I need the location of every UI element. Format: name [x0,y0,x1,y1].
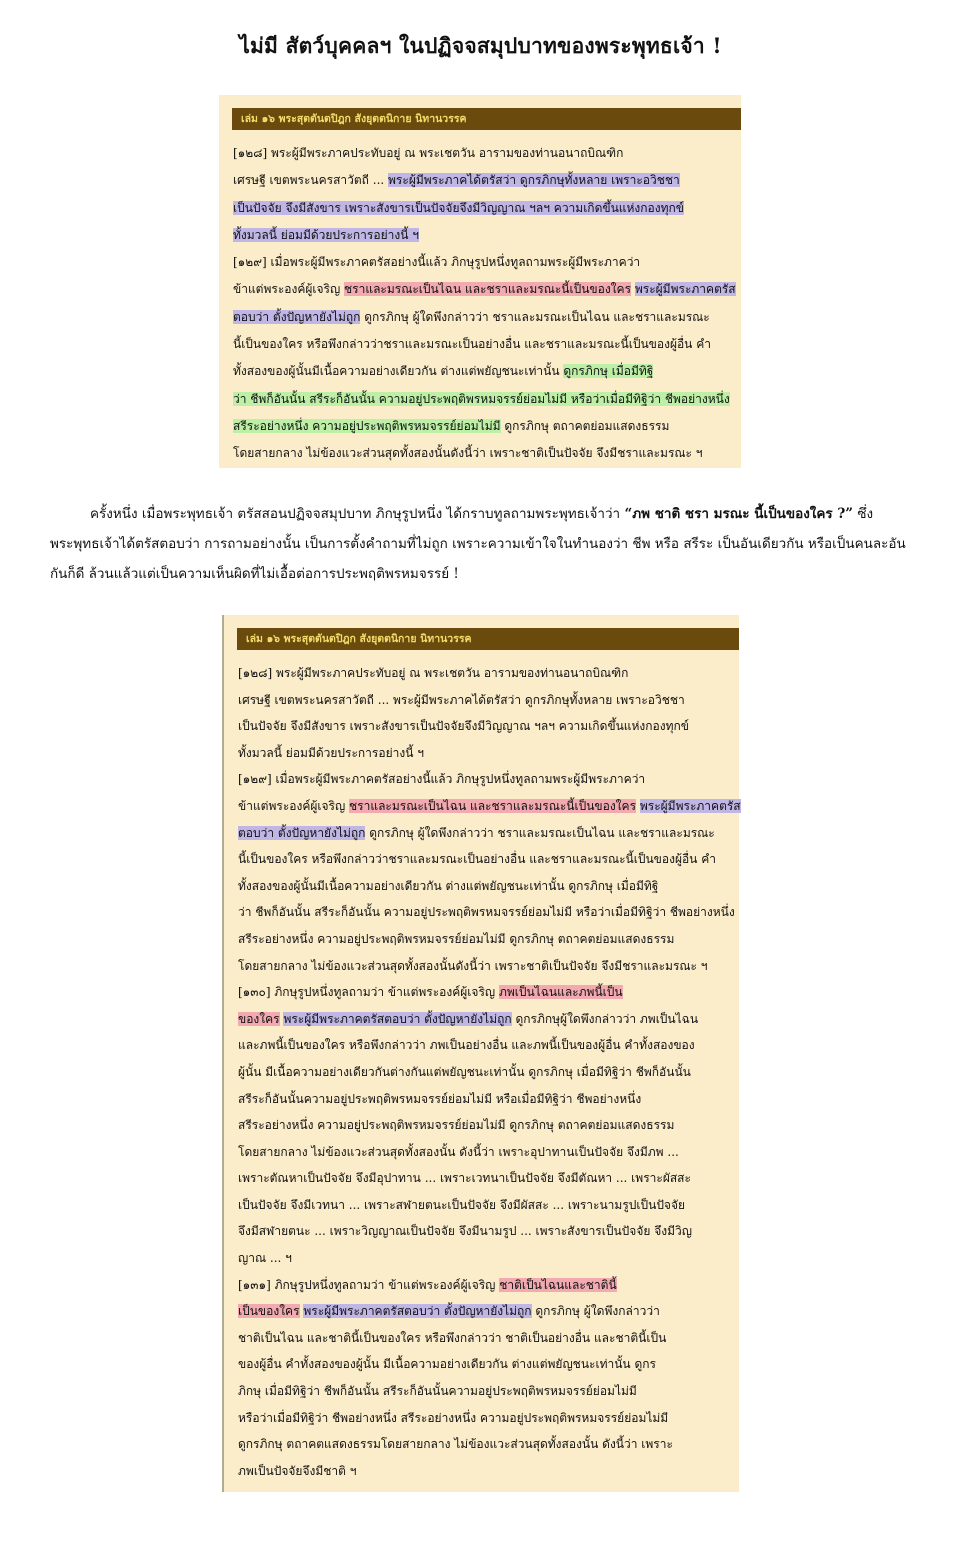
text-line [233,358,731,385]
highlight-blue: พระผู้มีพระภาคตรัส [639,798,741,813]
text-line [233,195,731,222]
text-line [238,1298,729,1325]
text-segment: เศรษฐี เขตพระนครสาวัตถี ... พระผู้มีพระภาคได้ตรัสว่า ดูกรภิกษุทั้งหลาย เพราะอวิชชา [238,692,685,707]
text-line [238,1325,729,1352]
scripture-excerpt-panel-1 [219,95,741,468]
text-segment: ญาณ ... ฯ [238,1251,292,1266]
text-segment: ผู้นั้น มีเนื้อความอย่างเดียวกันต่างกันแต่พยัญชนะเท่านั้น ดูกรภิกษุ เมื่อมีทิฐิว่า ชีพก็อันนั้น [238,1064,691,1079]
highlight-blue: ทั้งมวลนี้ ย่อมมีด้วยประการอย่างนี้ ฯ [233,227,419,242]
text-line [238,1458,729,1485]
text-segment: ดูกรภิกษุ ตถาคตแสดงธรรมโดยสายกลาง ไม่ข้องแวะส่วนสุดทั้งสองนั้น ดังนี้ว่า เพราะ [238,1437,673,1452]
text-line [238,687,729,714]
text-line [238,1192,729,1219]
highlight-green: ว่า ชีพก็อันนั้น สรีระก็อันนั้น ความอยู่ประพฤติพรหมจรรย์ย่อมไม่มี หรือว่าเมื่อมีทิฐิว่า ชีพอย่างหนึ่ง [233,391,730,406]
text-segment: นี้เป็นของใคร หรือพึงกล่าวว่าชราและมรณะเป็นอย่างอื่น และชราและมรณะนี้เป็นของผู้อื่น คำ [233,337,711,352]
text-segment: โดยสายกลาง ไม่ข้องแวะส่วนสุดทั้งสองนั้นดังนี้ว่า เพราะชาติเป็นปัจจัย จึงมีชราและมรณะ ฯ [233,446,703,461]
text-line [238,1032,729,1059]
text-line [238,1351,729,1378]
text-line [233,222,731,249]
text-line [238,1405,729,1432]
text-segment: ทั้งมวลนี้ ย่อมมีด้วยประการอย่างนี้ ฯ [238,745,424,760]
text-segment: สรีระอย่างหนึ่ง ความอยู่ประพฤติพรหมจรรย์ย่อมไม่มี ดูกรภิกษุ ตถาคตย่อมแสดงธรรม [238,931,675,946]
text-segment: ดูกรภิกษุ ผู้ใดพึงกล่าวว่า [531,1304,660,1319]
page-title: ไม่มี สัตว์บุคคลฯ ในปฏิจจสมุปบาทของพระพุทธเจ้า ! [239,33,722,58]
text-line [233,249,731,276]
highlight-blue: พระผู้มีพระภาคตรัส [634,282,736,297]
text-line [233,167,731,194]
highlight-red: ภพเป็นไฉนและภพนี้เป็น [498,985,623,1000]
text-segment: ชาติเป็นไฉน และชาตินี้เป็นของใคร หรือพึงกล่าวว่า ชาติเป็นอย่างอื่น และชาตินี้เป็น [238,1330,667,1345]
text-segment: หรือว่าเมื่อมีทิฐิว่า ชีพอย่างหนึ่ง สรีระอย่างหนึ่ง ความอยู่ประพฤติพรหมจรรย์ย่อมไม่มี [238,1410,669,1425]
text-segment: สรีระก็อันนั้นความอยู่ประพฤติพรหมจรรย์ย่อมไม่มี หรือเมื่อมีทิฐิว่า ชีพอย่างหนึ่ง [238,1091,642,1106]
text-line [238,979,729,1006]
text-line [238,793,741,820]
text-line [238,1165,729,1192]
panel-body [224,650,739,1484]
highlight-blue: พระผู้มีพระภาคตรัสตอบว่า ตั้งปัญหายังไม่ถูก [303,1304,532,1319]
text-segment: ทั้งสองของผู้นั้นมีเนื้อความอย่างเดียวกัน ต่างแต่พยัญชนะเท่านั้น ดูกรภิกษุ เมื่อมีทิฐิ [238,878,659,893]
text-segment: ดูกรภิกษุผู้ใดพึงกล่าวว่า ภพเป็นไฉน [511,1011,699,1026]
text-line [238,1218,729,1245]
text-segment: โดยสายกลาง ไม่ข้องแวะส่วนสุดทั้งสองนั้นดังนี้ว่า เพราะชาติเป็นปัจจัย จึงมีชราและมรณะ ฯ [238,958,708,973]
text-segment: [๑๒๘] พระผู้มีพระภาคประทับอยู่ ณ พระเชตวัน อารามของท่านอนาถบิณฑิก [238,666,629,680]
text-line [238,713,729,740]
text-line [238,953,729,980]
highlight-green: สรีระอย่างหนึ่ง ความอยู่ประพฤติพรหมจรรย์ย่อมไม่มี [233,418,501,433]
text-segment: [๑๒๙] เมื่อพระผู้มีพระภาคตรัสอย่างนี้แล้ว ภิกษุรูปหนึ่งทูลถามพระผู้มีพระภาคว่า [233,255,641,270]
text-line [238,873,729,900]
text-segment: เพราะตัณหาเป็นปัจจัย จึงมีอุปาทาน ... เพราะเวทนาเป็นปัจจัย จึงมีตัณหา ... เพราะผัสสะ [238,1171,691,1186]
text-segment: โดยสายกลาง ไม่ข้องแวะส่วนสุดทั้งสองนั้น ดังนี้ว่า เพราะอุปาทานเป็นปัจจัย จึงมีภพ ... [238,1144,679,1159]
text-segment: จึงมีสฬายตนะ ... เพราะวิญญาณเป็นปัจจัย จึงมีนามรูป ... เพราะสังขารเป็นปัจจัย จึงมีวิญ [238,1224,692,1239]
text-segment: ทั้งสองของผู้นั้นมีเนื้อความอย่างเดียวกัน ต่างแต่พยัญชนะเท่านั้น [233,364,564,379]
explanation-line-1-text: ครั้งหนึ่ง เมื่อพระพุทธเจ้า ตรัสสอนปฏิจจสมุปบาท ภิกษุรูปหนึ่ง ได้กราบทูลถามพระพุทธเจ้าว่า [90,506,625,522]
text-segment: เศรษฐี เขตพระนครสาวัตถี ... [233,173,389,188]
text-line [238,1139,729,1166]
text-line [238,1006,729,1033]
text-line [238,660,729,687]
highlight-blue: เป็นปัจจัย จึงมีสังขาร เพราะสังขารเป็นปัจจัยจึงมีวิญญาณ ฯลฯ ความเกิดขึ้นแห่งกองทุกข์ [233,200,684,215]
text-line [233,276,736,303]
text-line [238,1431,729,1458]
text-line [238,1086,729,1113]
text-line [238,1059,729,1086]
text-line [233,140,731,167]
text-line [238,740,729,767]
text-line [238,1245,729,1272]
text-segment: ดูกรภิกษุ ผู้ใดพึงกล่าวว่า ชราและมรณะเป็นไฉน และชราและมรณะ [365,825,715,840]
explanation-line-3: กันก็ดี ล้วนแล้วแต่เป็นความเห็นผิดที่ไม่เอื้อต่อการประพฤติพรหมจรรย์ ! [50,566,459,582]
highlight-blue: ตอบว่า ตั้งปัญหายังไม่ถูก [238,825,366,840]
text-segment: สรีระอย่างหนึ่ง ความอยู่ประพฤติพรหมจรรย์ย่อมไม่มี ดูกรภิกษุ ตถาคตย่อมแสดงธรรม [238,1118,675,1133]
panel-body [219,130,741,468]
explanation-line-1-end: ซึ่ง [853,506,874,522]
text-segment: ภิกษุ เมื่อมีทิฐิว่า ชีพก็อันนั้น สรีระก็อันนั้นความอยู่ประพฤติพรหมจรรย์ย่อมไม่มี [238,1384,637,1399]
text-line [233,304,731,331]
text-line [233,440,731,467]
text-line [238,846,729,873]
panel-header: เล่ม ๑๖ พระสุตตันตปิฎก สังยุตตนิกาย นิทานวรรค [232,108,741,130]
text-line [238,766,729,793]
highlight-blue: พระผู้มีพระภาคได้ตรัสว่า ดูกรภิกษุทั้งหลาย เพราะอวิชชา [388,173,680,188]
text-segment: ว่า ชีพก็อันนั้น สรีระก็อันนั้น ความอยู่ประพฤติพรหมจรรย์ย่อมไม่มี หรือว่าเมื่อมีทิฐิว่า ชีพอย่างหนึ่ง [238,905,735,920]
text-segment: ดูกรภิกษุ ผู้ใดพึงกล่าวว่า ชราและมรณะเป็นไฉน และชราและมรณะ [360,309,710,324]
text-segment: เป็นปัจจัย จึงมีสังขาร เพราะสังขารเป็นปัจจัยจึงมีวิญญาณ ฯลฯ ความเกิดขึ้นแห่งกองทุกข์ [238,719,689,734]
text-segment: [๑๓๑] ภิกษุรูปหนึ่งทูลถามว่า ข้าแต่พระองค์ผู้เจริญ [238,1277,500,1292]
highlight-red: เป็นของใคร [238,1304,300,1319]
text-line [238,1112,729,1139]
text-segment: [๑๒๙] เมื่อพระผู้มีพระภาคตรัสอย่างนี้แล้ว ภิกษุรูปหนึ่งทูลถามพระผู้มีพระภาคว่า [238,772,646,787]
text-line [238,899,735,926]
highlight-green: ดูกรภิกษุ เมื่อมีทิฐิ [563,364,654,379]
text-line [233,386,731,413]
highlight-blue: พระผู้มีพระภาคตรัสตอบว่า ตั้งปัญหายังไม่ถูก [283,1011,512,1026]
highlight-red: ชาติเป็นไฉนและชาตินี้ [499,1277,617,1292]
text-segment: ของผู้อื่น คำทั้งสองของผู้นั้น มีเนื้อความอย่างเดียวกัน ต่างแต่พยัญชนะเท่านั้น ดูกร [238,1357,656,1372]
text-line [238,1272,729,1299]
question-quote: “ภพ ชาติ ชรา มรณะ นี้เป็นของใคร ?” [624,506,854,522]
text-line [233,413,731,440]
text-segment: [๑๓๐] ภิกษุรูปหนึ่งทูลถามว่า ข้าแต่พระองค์ผู้เจริญ [238,985,499,1000]
text-segment: ภพเป็นปัจจัยจึงมีชาติ ฯ [238,1463,357,1478]
text-segment: และภพนี้เป็นของใคร หรือพึงกล่าวว่า ภพเป็นอย่างอื่น และภพนี้เป็นของผู้อื่น คำทั้งสองของ [238,1038,695,1053]
highlight-red: ชราและมรณะเป็นไฉน และชราและมรณะนี้เป็นของใคร [349,798,637,813]
highlight-blue: ตอบว่า ตั้งปัญหายังไม่ถูก [233,309,361,324]
explanation-line-1 [50,499,910,529]
panel-header: เล่ม ๑๖ พระสุตตันตปิฎก สังยุตตนิกาย นิทานวรรค [237,628,739,650]
text-segment: ข้าแต่พระองค์ผู้เจริญ [238,798,350,813]
text-segment: นี้เป็นของใคร หรือพึงกล่าวว่าชราและมรณะเป็นอย่างอื่น และชราและมรณะนี้เป็นของผู้อื่น คำ [238,852,716,867]
scripture-excerpt-panel-2 [222,615,739,1492]
explanation-text [50,499,910,589]
explanation-line-2: พระพุทธเจ้าได้ตรัสตอบว่า การถามอย่างนั้น เป็นการตั้งคำถามที่ไม่ถูก เพราะความเข้าใจในทำนองว่า ชีพ หรือ สรีระ เป็นอันเดียวกัน หรือเป็นคนละอัน [50,536,906,552]
text-segment: ดูกรภิกษุ ตถาคตย่อมแสดงธรรม [500,418,670,433]
text-line [238,1378,729,1405]
highlight-red: ชราและมรณะเป็นไฉน และชราและมรณะนี้เป็นของใคร [344,282,632,297]
text-line [238,926,729,953]
highlight-red: ของใคร [238,1011,280,1026]
text-segment: ข้าแต่พระองค์ผู้เจริญ [233,282,345,297]
text-segment: [๑๒๘] พระผู้มีพระภาคประทับอยู่ ณ พระเชตวัน อารามของท่านอนาถบิณฑิก [233,146,624,160]
text-line [238,820,729,847]
text-segment: เป็นปัจจัย จึงมีเวทนา ... เพราะสฬายตนะเป็นปัจจัย จึงมีผัสสะ ... เพราะนามรูปเป็นปัจจัย [238,1197,686,1212]
text-line [233,331,731,358]
